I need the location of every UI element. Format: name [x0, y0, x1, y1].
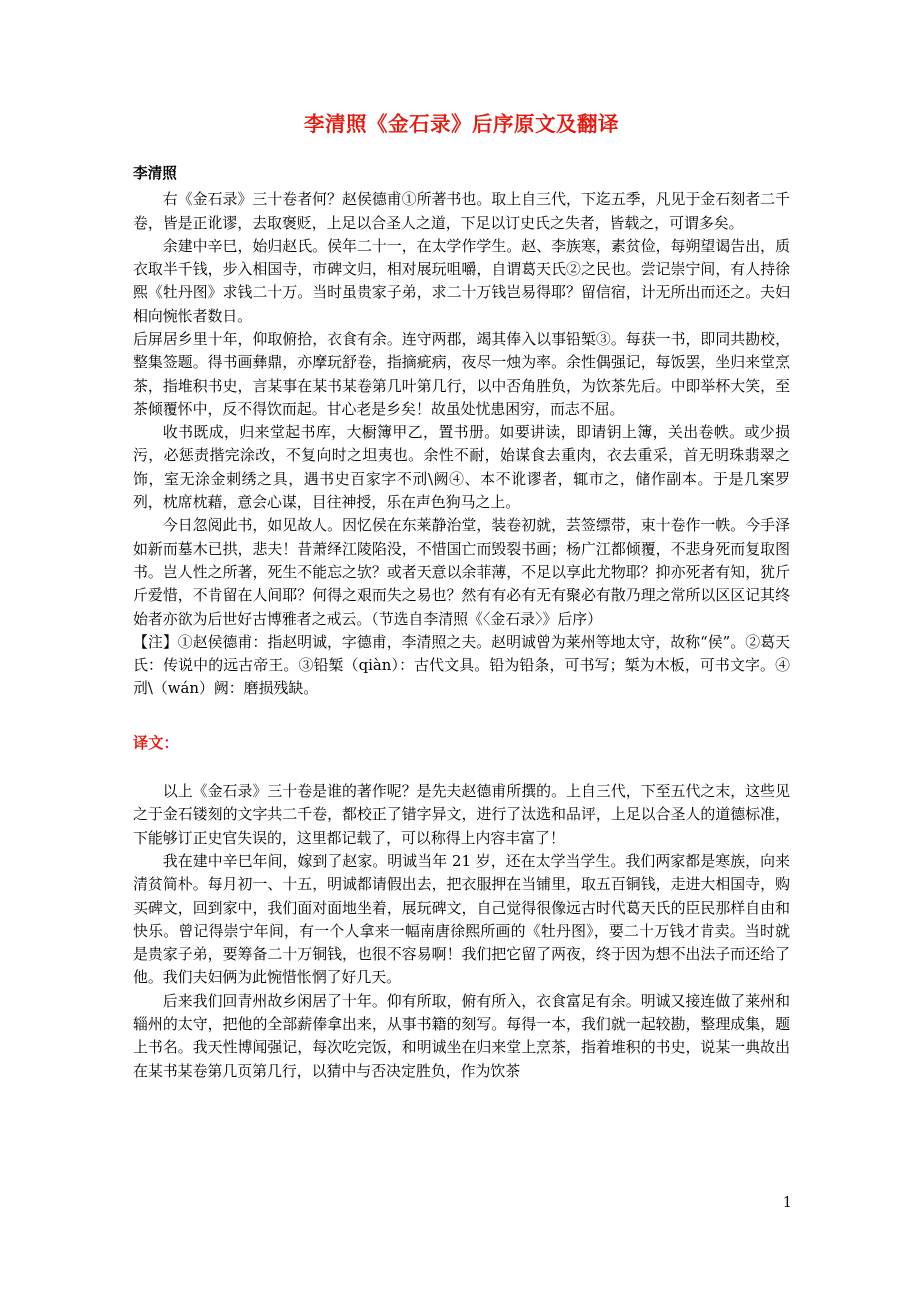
spacer-after-translation-heading	[133, 755, 790, 780]
original-paragraph-4: 收书既成，归来堂起书库，大橱簿甲乙，置书册。如要讲读，即请钥上簿，关出卷帙。或少损污，必惩责揩完涂改，不复向时之坦夷也。余性不耐，始谋食去重肉，衣去重采，首无明珠翡翠之饰，室无涂金刺绣之具，遇书史百家字不刓\阙④、本不讹谬者，辄市之，储作副本。于是几案罗列，枕席枕藉，意会心谋，目往神授，乐在声色狗马之上。	[133, 423, 790, 512]
original-notes: 【注】①赵侯德甫：指赵明诚，字德甫，李清照之夫。赵明诚曾为莱州等地太守，故称“侯”。②葛天氏：传说中的远古帝王。③铅椠（qiàn）：古代文具。铅为铅条，可书写；椠为木板，可书文字。④刓\（wán）阙：磨损残缺。	[133, 632, 790, 698]
original-paragraph-5: 今日忽阅此书，如见故人。因忆侯在东莱静治堂，装卷初就，芸签缥带，束十卷作一帙。今手泽如新而墓木已拱，悲夫！昔萧绎江陵陷没，不惜国亡而毁裂书画；杨广江都倾覆，不悲身死而复取图书。岂人性之所著，死生不能忘之欤？或者天意以余菲薄，不足以享此尤物耶？抑亦死者有知，犹斤斤爱惜，不肯留在人间耶？何得之艰而失之易也？然有有必有无有聚必有散乃理之常所以区区记其终始者亦欲为后世好古博雅者之戒云。（节选自李清照《〈金石录〉》后序）	[133, 516, 790, 628]
original-paragraph-2: 余建中辛巳，始归赵氏。侯年二十一，在太学作学生。赵、李族寒，素贫俭，每朔望谒告出，质衣取半千钱，步入相国寺，市碑文归，相对展玩咀嚼，自谓葛天氏②之民也。尝记崇宁间，有人持徐熙《牡丹图》求钱二十万。当时虽贵家子弟，求二十万钱岂易得耶？留信宿，计无所出而还之。夫妇相向惋怅者数日。	[133, 236, 790, 325]
spacer-before-translation-heading	[133, 701, 790, 732]
translation-paragraph-3: 后来我们回青州故乡闲居了十年。仰有所取，俯有所入，衣食富足有余。明诚又接连做了莱州和辎州的太守，把他的全部薪俸拿出来，从事书籍的刻写。每得一本，我们就一起较勘，整理成集，题上书名。我天性博闻强记，每次吃完饭，和明诚坐在归来堂上烹茶，指着堆积的书史，说某一典故出在某书某卷第几页第几行，以猜中与否决定胜负，作为饮茶	[133, 991, 790, 1080]
page-title: 李清照《金石录》后序原文及翻译	[304, 112, 619, 136]
page-number: 1	[782, 1195, 792, 1211]
original-paragraph-1: 右《金石录》三十卷者何？赵侯德甫①所著书也。取上自三代，下迄五季，凡见于金石刻者二千卷，皆是正讹谬，去取褒贬，上足以合圣人之道，下足以订史氏之失者，皆载之，可谓多矣。	[133, 190, 790, 232]
original-paragraph-3: 后屏居乡里十年，仰取俯拾，衣食有余。连守两郡，竭其俸入以事铅椠③。每获一书，即同共勘校，整集签题。得书画彝鼎，亦摩玩舒卷，指摘疵病，夜尽一烛为率。余性偶强记，每饭罢，坐归来堂烹茶，指堆积书史，言某事在某书某卷第几叶第几行，以中否角胜负，为饮茶先后。中即举杯大笑，至茶倾覆怀中，反不得饮而起。甘心老是乡矣！故虽处忧患困穷，而志不屈。	[133, 329, 790, 418]
translation-paragraph-1: 以上《金石录》三十卷是谁的著作呢？是先夫赵德甫所撰的。上自三代，下至五代之末，这些见之于金石镂刻的文字共二千卷，都校正了错字异文，进行了汰选和品评，上足以合圣人的道德标准，下能够订正史官失误的，这里都记载了，可以称得上内容丰富了！	[133, 782, 790, 847]
translation-paragraph-2: 我在建中辛巳年间，嫁到了赵家。明诚当年 21 岁，还在太学当学生。我们两家都是寒族，向来清贫简朴。每月初一、十五，明诚都请假出去，把衣服押在当铺里，取五百铜钱，走进大相国寺，购买碑文，回到家中，我们面对面地坐着，展玩碑文，自己觉得很像远古时代葛天氏的臣民那样自由和快乐。曾记得崇宁年间，有一个人拿来一幅南唐徐熙所画的《牡丹图》，要二十万钱才肯卖。当时就是贵家子弟，要筹备二十万铜钱，也很不容易啊！我们把它留了两夜，终于因为想不出法子而还给了他。我们夫妇俩为此惋惜怅惘了好几天。	[133, 851, 790, 987]
author-name: 李清照	[133, 164, 177, 182]
translation-heading: 译文：	[133, 733, 179, 752]
document-content	[133, 0, 790, 1083]
